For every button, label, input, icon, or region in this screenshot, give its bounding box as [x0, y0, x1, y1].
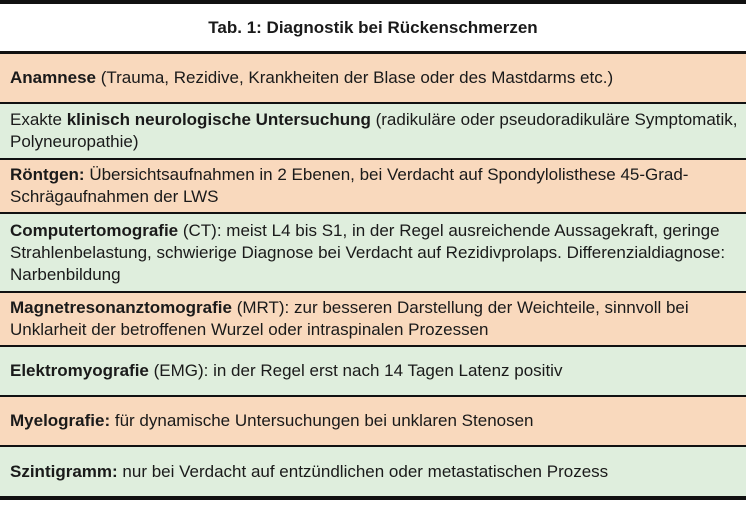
row-description: (CT): meist L4 bis S1, in der Regel ausreichende Aussagekraft, geringe Strahlenbelastung, schwierige Diagnose bei Verdacht auf Rezidivprolaps. Differenzialdiagnose: Narbenbildung [10, 220, 726, 284]
table-row-anamnese [0, 54, 746, 104]
row-term: klinisch neurologische Untersuchung [66, 110, 371, 129]
table-row-mrt [0, 293, 746, 347]
row-term: Elektromyografie [10, 361, 149, 380]
table-row-neuro-exam [0, 104, 746, 160]
row-text [10, 410, 534, 432]
row-text [10, 297, 738, 341]
row-text [10, 360, 562, 382]
row-term: Myelografie: [10, 411, 111, 430]
table-row-emg [0, 347, 746, 397]
row-term: Computertomografie [10, 220, 179, 240]
row-text [10, 461, 608, 483]
row-text [10, 109, 738, 153]
row-description: (radikuläre oder pseudoradikuläre Symptomatik, Polyneuropathie) [10, 110, 738, 151]
row-text [10, 67, 613, 89]
row-description: nur bei Verdacht auf entzündlichen oder metastatischen Prozess [117, 461, 609, 481]
table-row-ct [0, 214, 746, 293]
row-prefix: Exakte [10, 110, 67, 129]
row-term: Magnetresonanztomografie [10, 298, 232, 317]
table-row-szintigramm [0, 447, 746, 500]
row-description: (MRT): zur besseren Darstellung der Weichteile, sinnvoll bei Unklarheit der betroffenen Wurzel oder intraspinalen Prozessen [10, 298, 689, 339]
row-term: Szintigramm: [10, 461, 118, 481]
row-description: Übersichtsaufnahmen in 2 Ebenen, bei Verdacht auf Spondylolisthese 45-Grad-Schrägaufnahmen der LWS [10, 165, 689, 206]
table-row-roentgen [0, 160, 746, 214]
row-text [10, 164, 738, 208]
row-description: für dynamische Untersuchungen bei unklaren Stenosen [110, 411, 534, 430]
row-description: (EMG): in der Regel erst nach 14 Tagen Latenz positiv [148, 361, 563, 380]
table-row-myelografie [0, 397, 746, 447]
row-description: (Trauma, Rezidive, Krankheiten der Blase oder des Mastdarms etc.) [95, 68, 614, 87]
table-title: Tab. 1: Diagnostik bei Rückenschmerzen [0, 4, 746, 54]
row-term: Anamnese [10, 68, 96, 87]
row-term: Röntgen: [10, 165, 85, 184]
row-text [10, 220, 738, 286]
